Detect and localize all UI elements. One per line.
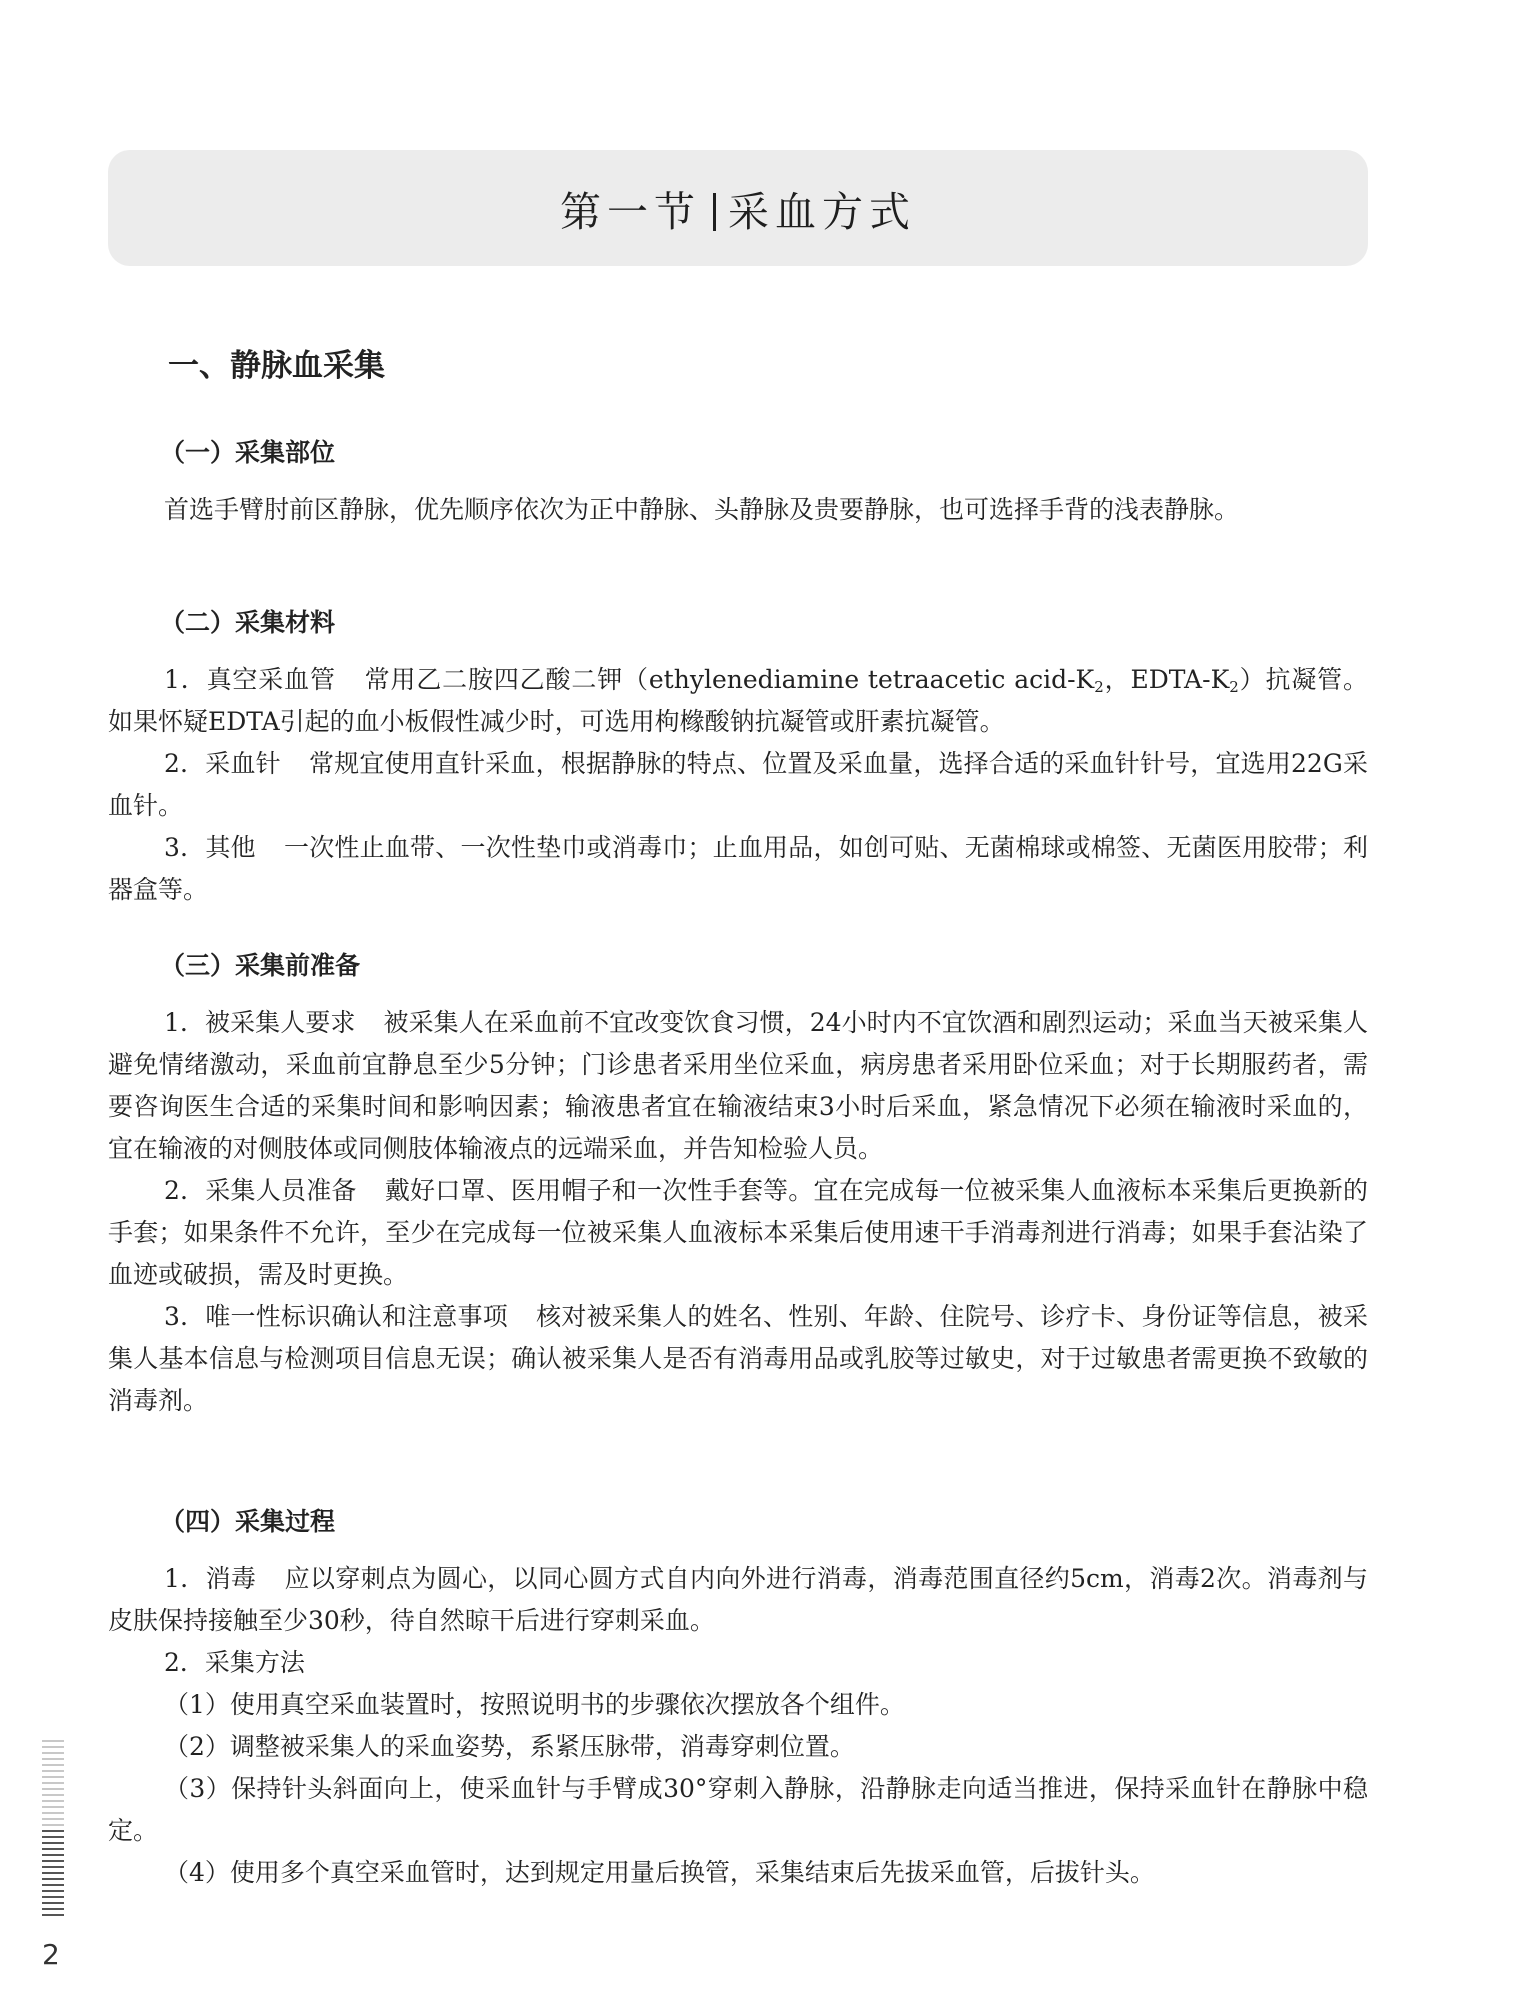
procedure-step-4: （4）使用多个真空采血管时，达到规定用量后换管，采集结束后先拔采血管，后拔针头。 <box>164 1858 1155 1887</box>
chapter-title <box>560 179 916 238</box>
prep-item-1: 1．被采集人要求 被采集人在采血前不宜改变饮食习惯，24小时内不宜饮酒和剧烈运动；采血当天被采集人避免情绪激动，采血前宜静息至少5分钟；门诊患者采用坐位采血，病房患者采用卧位采血；对于长期服药者，需要咨询医生合适的采集时间和影响因素；输液患者宜在输液结束3小时后采血，紧急情况下必须在输液时采血的，宜在输液的对侧肢体或同侧肢体输液点的远端采血，并告知检验人员。 <box>108 1008 1368 1163</box>
title-separator <box>713 193 716 231</box>
paragraph-preparation <box>108 1002 1368 1422</box>
material-item-3: 3．其他 一次性止血带、一次性垫巾或消毒巾；止血用品，如创可贴、无菌棉球或棉签、无菌医用胶带；利器盒等。 <box>108 833 1368 904</box>
subsection-heading-1: （一）采集部位 <box>160 438 336 467</box>
margin-tick-marks <box>42 1740 64 1920</box>
material-item-1: 1．真空采血管 常用乙二胺四乙酸二钾（ethylenediamine tetraacetic acid-$K_2$，EDTA-$K_2$）抗凝管。如果怀疑EDTA引起的血小板假性减少时，可选用枸橼酸钠抗凝管或肝素抗凝管。 <box>108 665 1368 736</box>
subsection-heading-4: （四）采集过程 <box>160 1507 336 1536</box>
procedure-step-3: （3）保持针头斜面向上，使采血针与手臂成30°穿刺入静脉，沿静脉走向适当推进，保持采血针在静脉中稳定。 <box>108 1774 1368 1845</box>
paragraph-collection-site: 首选手臂肘前区静脉，优先顺序依次为正中静脉、头静脉及贵要静脉，也可选择手背的浅表静脉。 <box>164 495 1240 524</box>
section-name: 采血方式 <box>728 187 916 236</box>
section-heading: 一、静脉血采集 <box>168 348 385 384</box>
paragraph-materials <box>108 659 1368 911</box>
subsection-heading-2: （二）采集材料 <box>160 608 336 637</box>
subsection-heading-3: （三）采集前准备 <box>160 951 361 980</box>
procedure-step-2: （2）调整被采集人的采血姿势，系紧压脉带，消毒穿刺位置。 <box>164 1732 855 1761</box>
procedure-item-2: 2．采集方法 <box>164 1648 305 1677</box>
section-number: 第一节 <box>560 187 701 236</box>
paragraph-procedure <box>108 1558 1368 1894</box>
prep-item-3: 3．唯一性标识确认和注意事项 核对被采集人的姓名、性别、年龄、住院号、诊疗卡、身份证等信息，被采集人基本信息与检测项目信息无误；确认被采集人是否有消毒用品或乳胶等过敏史，对于过敏患者需更换不致敏的消毒剂。 <box>108 1302 1368 1415</box>
page-number: 2 <box>42 1938 60 1971</box>
chapter-banner <box>108 150 1368 266</box>
material-item-2: 2．采血针 常规宜使用直针采血，根据静脉的特点、位置及采血量，选择合适的采血针针号，宜选用22G采血针。 <box>108 749 1368 820</box>
procedure-item-1: 1．消毒 应以穿刺点为圆心，以同心圆方式自内向外进行消毒，消毒范围直径约5cm，消毒2次。消毒剂与皮肤保持接触至少30秒，待自然晾干后进行穿刺采血。 <box>108 1564 1368 1635</box>
procedure-step-1: （1）使用真空采血装置时，按照说明书的步骤依次摆放各个组件。 <box>164 1690 905 1719</box>
prep-item-2: 2．采集人员准备 戴好口罩、医用帽子和一次性手套等。宜在完成每一位被采集人血液标本采集后更换新的手套；如果条件不允许，至少在完成每一位被采集人血液标本采集后使用速干手消毒剂进行消毒；如果手套沾染了血迹或破损，需及时更换。 <box>108 1176 1368 1289</box>
